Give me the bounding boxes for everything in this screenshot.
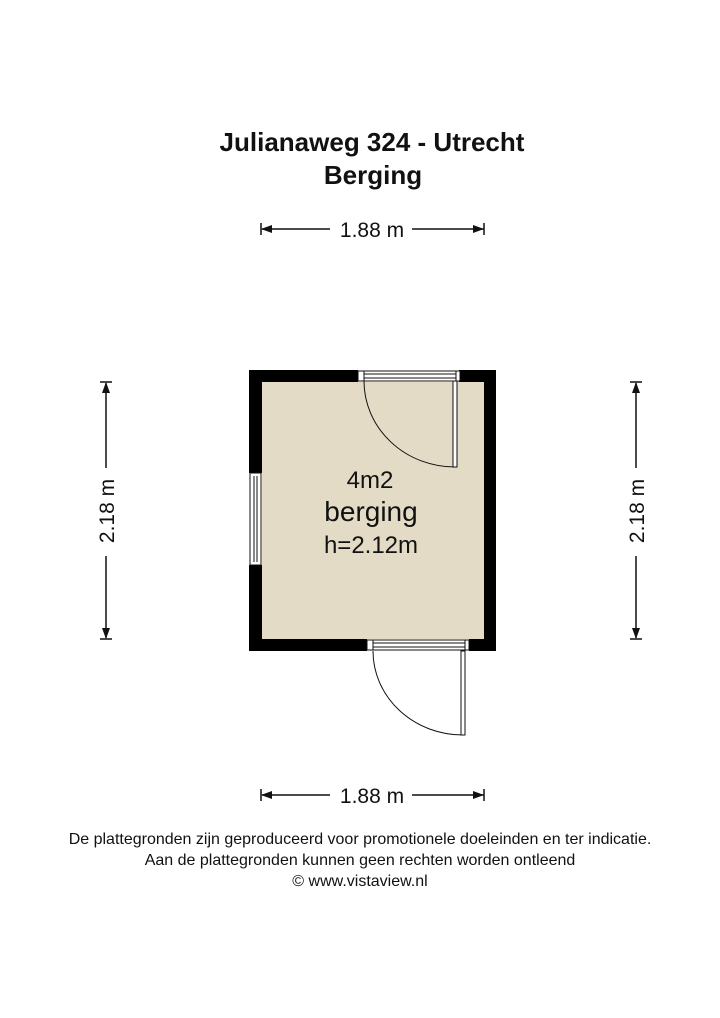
bottom-door [367,640,469,735]
plan-title: Julianaweg 324 - Utrecht [219,127,525,157]
top-dimension-label: 1.88 m [339,219,405,242]
room-height: h=2.12m [323,532,419,559]
bottom-dimension-label: 1.88 m [339,785,405,808]
copyright-line: © www.vistaview.nl [292,873,428,890]
room-name: berging [324,496,418,527]
disclaimer-line-2: Aan de plattegronden kunnen geen rechten worden ontleend [144,852,576,869]
right-dimension-label: 2.18 m [626,478,649,544]
left-dimension-label: 2.18 m [96,478,119,544]
plan-subtitle: Berging [323,160,423,190]
room-area: 4m2 [346,467,394,494]
disclaimer-line-1: De plattegronden zijn geproduceerd voor promotionele doeleinden en ter indicatie. [68,831,652,848]
left-window [250,473,261,565]
